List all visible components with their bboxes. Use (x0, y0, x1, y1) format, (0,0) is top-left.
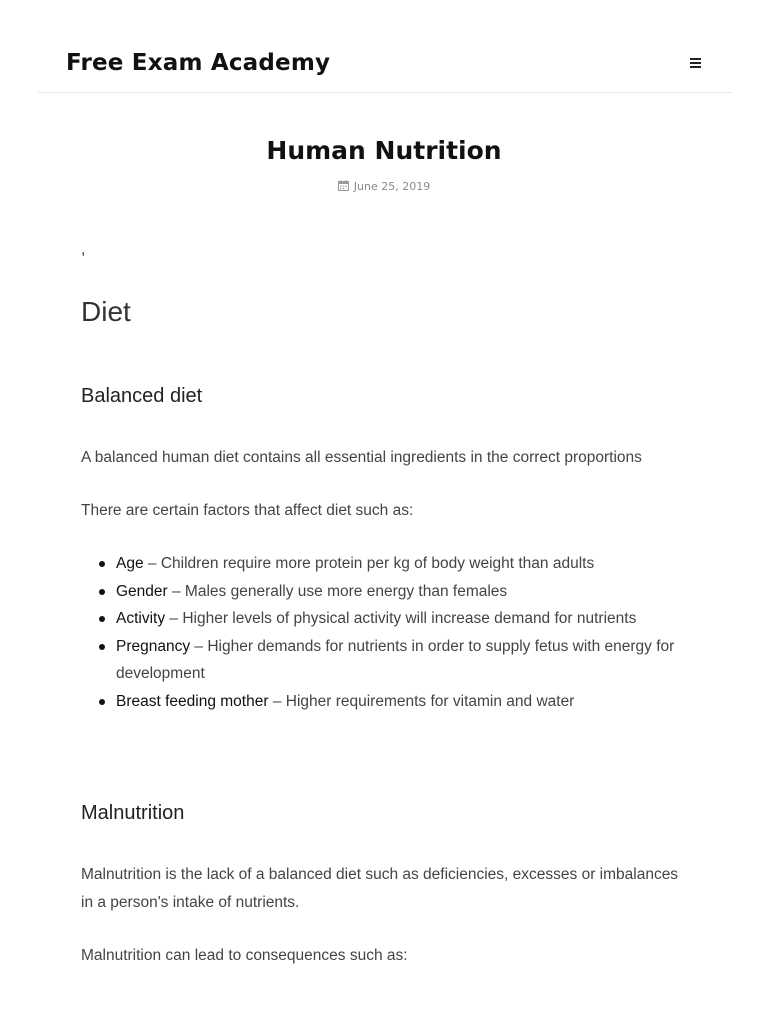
post-date (0, 179, 768, 195)
page-title: Human Nutrition (266, 136, 502, 165)
menu-bar-2 (690, 62, 701, 64)
factors-list (81, 550, 687, 715)
list-item (81, 550, 687, 578)
factor-desc: – Males generally use more energy than females (167, 582, 508, 600)
stray-comma: , (81, 241, 86, 258)
list-item (81, 578, 687, 606)
factor-desc: – Children require more protein per kg of body weight than adults (143, 555, 595, 572)
factor-term: Gender (116, 582, 168, 600)
paragraph-factors: There are certain factors that affect diet such as: (81, 502, 414, 519)
list-item (81, 633, 687, 688)
factor-term: Breast feeding mother (116, 692, 269, 710)
calendar-icon (338, 180, 349, 191)
site-header (38, 0, 732, 93)
menu-bar-1 (690, 58, 701, 60)
menu-bar-3 (690, 66, 701, 68)
factor-desc: – Higher demands for nutrients in order to supply fetus with energy for development (116, 637, 675, 682)
factor-term: Activity (116, 610, 166, 627)
post-date-text: June 25, 2019 (353, 180, 431, 193)
hamburger-menu-icon[interactable] (686, 56, 706, 72)
heading-diet: Diet (81, 296, 131, 327)
factor-desc: – Higher requirements for vitamin and water (268, 692, 575, 710)
paragraph-balanced-diet: A balanced human diet contains all essential ingredients in the correct proportions (81, 449, 642, 466)
paragraph-malnutrition: Malnutrition is the lack of a balanced diet such as deficiencies, excesses or imbalances in a person's intake of nutrients. (81, 866, 679, 911)
list-item (81, 605, 687, 633)
factor-term: Age (116, 555, 144, 572)
list-item (81, 688, 687, 716)
site-title-link[interactable]: Free Exam Academy (66, 50, 331, 76)
factor-desc: – Higher levels of physical activity will increase demand for nutrients (165, 610, 637, 627)
paragraph-consequences: Malnutrition can lead to consequences such as: (81, 947, 408, 964)
factor-term: Pregnancy (116, 637, 191, 655)
heading-balanced-diet: Balanced diet (81, 385, 203, 407)
heading-malnutrition: Malnutrition (81, 802, 185, 824)
